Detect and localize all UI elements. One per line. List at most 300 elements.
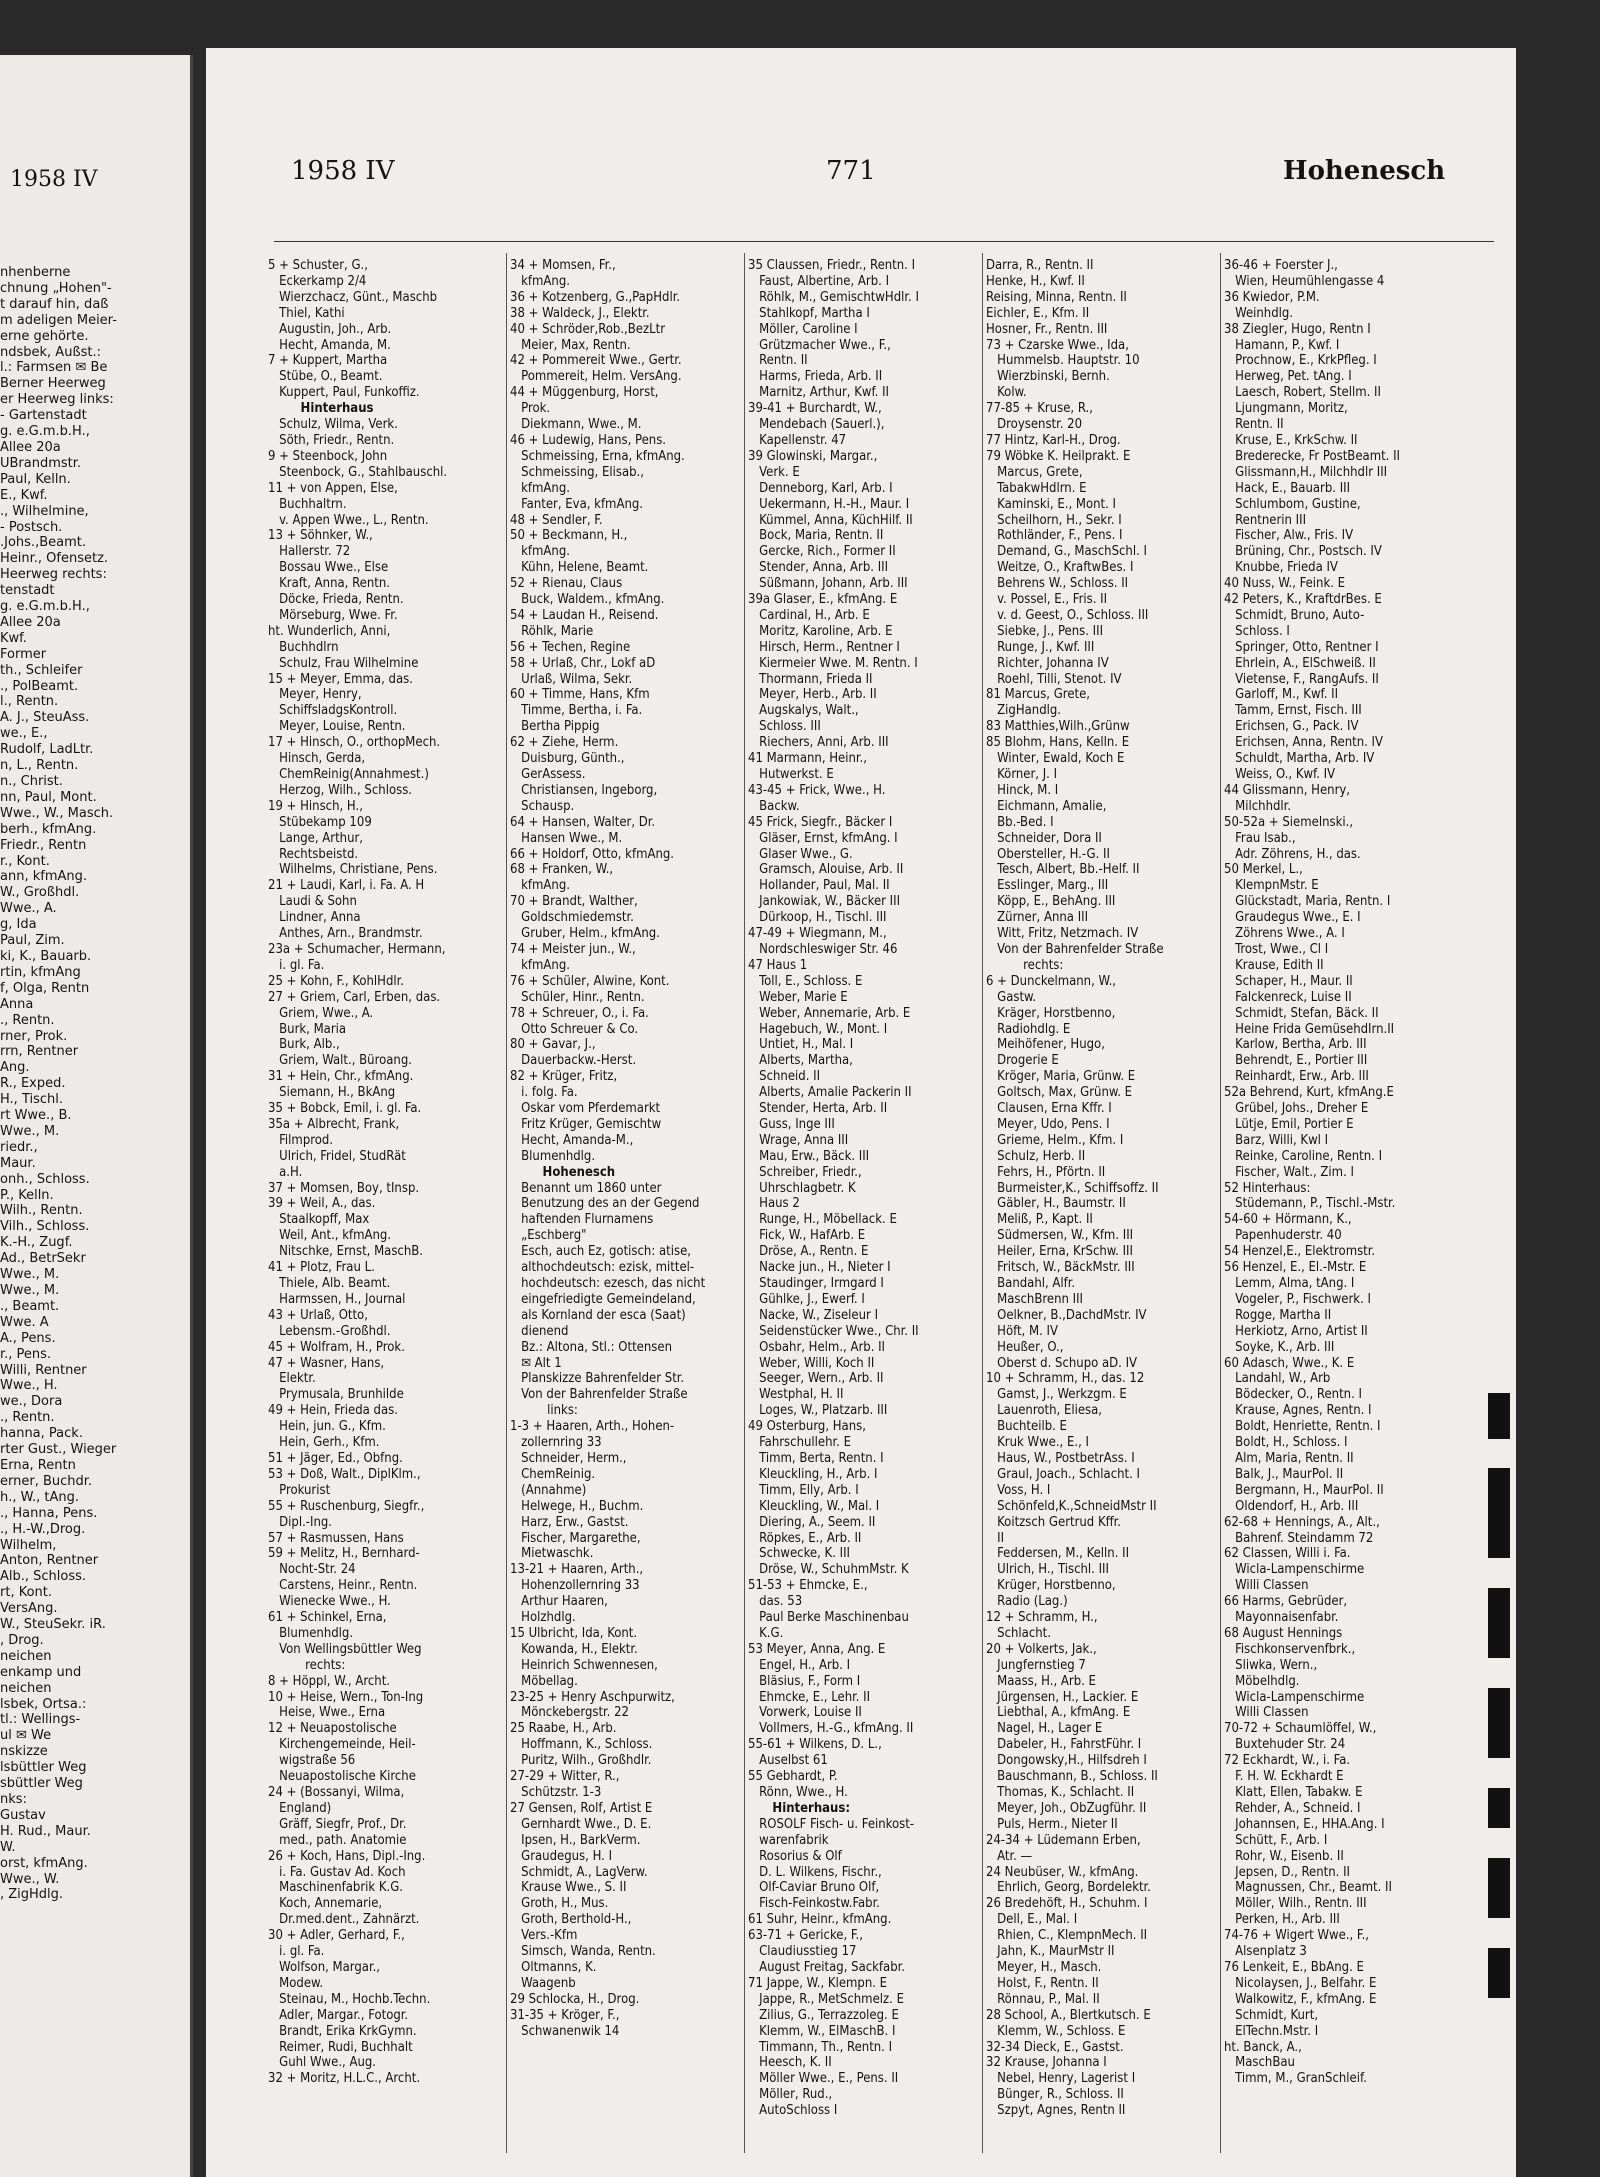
directory-entry-line: II — [986, 1530, 1005, 1546]
directory-entry-line: .Johs.,Beamt. — [0, 535, 86, 551]
directory-entry-line: rrn, Rentner — [0, 1044, 79, 1060]
directory-entry-line: MaschBau — [1224, 2055, 1295, 2071]
directory-entry-line: ChemReinig(Annahmest.) — [268, 767, 429, 782]
directory-entry-line: 32 + Moritz, H.L.C., Archt. — [268, 2071, 421, 2087]
directory-entry-line: Willi, Rentner — [0, 1362, 87, 1378]
directory-entry-line: Blumenhdlg. — [268, 1625, 354, 1641]
directory-entry-line: Ehmcke, E., Lehr. II — [748, 1689, 871, 1705]
directory-entry-line: Runge, H., Möbellack. E — [748, 1212, 897, 1228]
directory-entry-line: Herkiotz, Arno, Artist II — [1224, 1323, 1368, 1339]
directory-entry-line: erner, Buchdr. — [0, 1473, 93, 1489]
directory-entry-line: lsbüttler Weg — [0, 1760, 87, 1776]
directory-entry-line: Seeger, Wern., Arb. II — [748, 1371, 884, 1387]
directory-entry-line: rter Gust., Wieger — [0, 1442, 117, 1458]
directory-entry-line: l., Rentn. — [0, 694, 59, 710]
directory-entry-line: Staalkopff, Max — [268, 1212, 370, 1228]
directory-entry-line: Nebel, Henry, Lagerist I — [986, 2071, 1136, 2087]
directory-entry-line: 6 + Dunckelmann, W., — [986, 973, 1117, 989]
directory-entry-line: A., Pens. — [0, 1330, 56, 1346]
directory-entry-line: Krüger, Horstbenno, — [986, 1578, 1116, 1594]
directory-entry-line: D. L. Wilkens, Fischr., — [748, 1864, 882, 1880]
directory-entry-line: Koch, Annemarie, — [268, 1896, 383, 1912]
directory-entry-line: MaschBrenn III — [986, 1291, 1083, 1307]
directory-entry-line: Arthur Haaren, — [510, 1594, 608, 1610]
directory-entry-line: 39 + Weil, A., das. — [268, 1196, 376, 1212]
directory-entry-line: 32 Krause, Johanna I — [986, 2055, 1107, 2071]
directory-entry-line: Wienecke Wwe., H. — [268, 1594, 391, 1610]
directory-entry-line: 54 + Laudan H., Reisend. — [510, 607, 659, 623]
directory-entry-line: Wien, Heumühlengasse 4 — [1224, 273, 1385, 289]
directory-entry-line: Gäbler, H., Baumstr. II — [986, 1196, 1126, 1212]
directory-entry-line: nhenberne — [0, 265, 71, 280]
directory-entry-line: Jappe, R., MetSchmelz. E — [748, 1991, 904, 2007]
directory-entry-line: Fahrschullehr. E — [748, 1435, 851, 1451]
directory-entry-line: Bz.: Altona, Stl.: Ottensen — [510, 1339, 672, 1355]
directory-entry-line: Filmprod. — [268, 1132, 334, 1148]
directory-entry-line: P., Kelln. — [0, 1187, 54, 1203]
directory-entry-line: Wwe., M. — [0, 1283, 60, 1298]
directory-entry-line: 15 + Meyer, Emma, das. — [268, 671, 413, 687]
directory-entry-line: Griem, Wwe., A. — [268, 1005, 374, 1021]
directory-entry-line: Stahlkopf, Martha I — [748, 305, 870, 321]
directory-entry-line: 83 Matthies,Wilh.,Grünw — [986, 719, 1130, 735]
directory-entry-line: 17 + Hinsch, O., orthopMech. — [268, 735, 441, 751]
directory-entry-line: Schulz, Wilma, Verk. — [268, 417, 398, 433]
directory-entry-line: 44 + Müggenburg, Horst, — [510, 385, 659, 401]
directory-entry-line: Schausp. — [510, 798, 575, 814]
directory-entry-line: Groth, H., Mus. — [510, 1896, 609, 1912]
directory-entry-line: Dabeler, H., FahrstFühr. I — [986, 1737, 1142, 1753]
directory-entry-line: Thormann, Frieda II — [748, 671, 873, 687]
directory-entry-line: 61 + Schinkel, Erna, — [268, 1610, 387, 1626]
directory-entry-line: Barz, Willi, Kwl I — [1224, 1132, 1329, 1148]
directory-entry-line: Mayonnaisenfabr. — [1224, 1610, 1339, 1626]
directory-entry-line: W., SteuSekr. iR. — [0, 1617, 106, 1633]
directory-entry-line: Trost, Wwe., Cl I — [1224, 941, 1329, 957]
directory-entry-line: Rothländer, F., Pens. I — [986, 528, 1123, 544]
directory-entry-line: Mietwaschk. — [510, 1546, 594, 1562]
left-page-header: 1958 IV — [10, 167, 98, 192]
directory-entry-line: Röhlk, M., GemischtwHdlr. I — [748, 289, 919, 305]
directory-entry-line: Magnussen, Chr., Beamt. II — [1224, 1880, 1392, 1896]
directory-entry-line: F. H. W. Eckhardt E — [1224, 1769, 1344, 1785]
directory-entry-line: Von Wellingsbüttler Weg — [268, 1641, 422, 1657]
directory-entry-line: Tesch, Albert, Bb.-Helf. II — [986, 862, 1140, 878]
directory-entry-line: Fisch-Feinkostw.Fabr. — [748, 1896, 880, 1912]
directory-entry-line: August Freitag, Sackfabr. — [748, 1959, 905, 1975]
directory-entry-line: Mönckebergstr. 22 — [510, 1705, 629, 1721]
directory-entry-line: Döcke, Frieda, Rentn. — [268, 592, 404, 608]
directory-entry-line: Prochnow, E., KrkPfleg. I — [1224, 353, 1377, 369]
directory-entry-line: 73 + Czarske Wwe., Ida, — [986, 337, 1129, 353]
directory-entry-line: Buxtehuder Str. 24 — [1224, 1737, 1346, 1753]
directory-entry-line: Südmersen, W., Kfm. III — [986, 1228, 1134, 1244]
directory-entry-line: Möller, Wilh., Rentn. III — [1224, 1896, 1367, 1912]
directory-entry-line: nskizze — [0, 1744, 48, 1760]
directory-entry-line: Klemm, W., Schloss. E — [986, 2023, 1126, 2039]
directory-entry-line: 72 Eckhardt, W., i. Fa. — [1224, 1753, 1351, 1769]
directory-entry-line: Zürner, Anna III — [986, 910, 1089, 926]
directory-entry-line: 46 + Ludewig, Hans, Pens. — [510, 432, 667, 448]
directory-entry-line: W. — [0, 1839, 16, 1855]
directory-entry-line: Hagebuch, W., Mont. I — [748, 1021, 888, 1037]
directory-entry-line: Bergmann, H., MaurPol. II — [1224, 1482, 1384, 1498]
directory-entry-line: Schwecke, K. III — [748, 1546, 850, 1562]
directory-entry-line: eingefriedigte Gemeindeland, — [510, 1291, 696, 1307]
directory-entry-line: 41 + Plotz, Frau L. — [268, 1260, 375, 1276]
directory-entry-line: Paul, Kelln. — [0, 471, 71, 487]
directory-entry-line: Rohr, W., Eisenb. II — [1224, 1848, 1344, 1864]
directory-entry-line: Thiel, Kathi — [268, 305, 345, 321]
directory-entry-line: Rentn. II — [748, 353, 808, 369]
directory-entry-line: Dröse, A., Rentn. E — [748, 1244, 869, 1260]
directory-entry-line: 51 + Jäger, Ed., Obfng. — [268, 1450, 403, 1466]
directory-entry-line: lsbek, Ortsa.: — [0, 1696, 87, 1712]
directory-entry-line: nks: — [0, 1792, 27, 1807]
directory-entry-line: Meliß, P., Kapt. II — [986, 1212, 1093, 1228]
directory-entry-line: Erichsen, G., Pack. IV — [1224, 719, 1359, 735]
directory-entry-line: Fischer, Margarethe, — [510, 1530, 641, 1546]
directory-entry-line: ChemReinig. — [510, 1466, 596, 1482]
directory-entry-line: Radio (Lag.) — [986, 1594, 1068, 1610]
directory-entry-line: Kolw. — [986, 385, 1027, 401]
directory-entry-line: 66 + Holdorf, Otto, kfmAng. — [510, 846, 675, 862]
directory-entry-line: kfmAng. — [510, 878, 570, 894]
directory-entry-line: Reimer, Rudi, Buchhalt — [268, 2039, 413, 2055]
directory-entry-line: Harmssen, H., Journal — [268, 1291, 406, 1307]
directory-entry-line: Guss, Inge III — [748, 1116, 835, 1132]
directory-entry-line: Untiet, H., Mal. I — [748, 1037, 854, 1053]
directory-entry-line: erne gehörte. — [0, 328, 89, 344]
directory-entry-line: Meier, Max, Rentn. — [510, 337, 631, 353]
directory-entry-line: K.G. — [748, 1625, 784, 1641]
directory-entry-line: Schmeissing, Erna, kfmAng. — [510, 448, 685, 464]
directory-entry-line: we., Dora — [0, 1394, 63, 1410]
directory-entry-line: Alm, Maria, Rentn. II — [1224, 1450, 1354, 1466]
directory-entry-line: Stender, Herta, Arb. II — [748, 1101, 888, 1117]
directory-entry-line: 35 + Bobck, Emil, i. gl. Fa. — [268, 1101, 422, 1117]
directory-entry-line: Maschinenfabrik K.G. — [268, 1880, 404, 1896]
directory-entry-line: 27 + Griem, Carl, Erben, das. — [268, 989, 441, 1005]
directory-entry-line: 59 + Melitz, H., Bernhard- — [268, 1546, 420, 1562]
directory-entry-line: Gläser, Ernst, kfmAng. I — [748, 830, 898, 846]
column-5 — [1224, 258, 1468, 2087]
page-number: 771 — [826, 156, 876, 186]
directory-entry-line: Weinhdlg. — [1224, 305, 1294, 321]
directory-entry-line: Henke, H., Kwf. II — [986, 273, 1085, 289]
directory-entry-line: Steinau, M., Hochb.Techn. — [268, 1991, 431, 2007]
directory-entry-line: Jahn, K., MaurMstr II — [986, 1944, 1115, 1960]
directory-entry-line: 42 Peters, K., KraftdrBes. E — [1224, 592, 1382, 608]
directory-entry-line: onh., Schloss. — [0, 1171, 90, 1187]
directory-entry-line: Papenhuderstr. 40 — [1224, 1228, 1342, 1244]
directory-entry-line: 15 Ulbricht, Ida, Kont. — [510, 1625, 638, 1641]
directory-entry-line: Roehl, Tilli, Stenot. IV — [986, 671, 1122, 687]
directory-entry-line: Nagel, H., Lager E — [986, 1721, 1103, 1737]
directory-entry-line: Olf-Caviar Bruno Olf, — [748, 1880, 880, 1896]
directory-entry-line: 24-34 + Lüdemann Erben, — [986, 1832, 1141, 1848]
directory-entry-line: Vers.-Kfm — [510, 1928, 578, 1944]
directory-entry-line: Pommereit, Helm. VersAng. — [510, 369, 682, 385]
directory-entry-line: Cardinal, H., Arb. E — [748, 607, 870, 623]
directory-entry-line: Klemm, W., ElMaschB. I — [748, 2023, 896, 2039]
directory-entry-line: Hein, jun. G., Kfm. — [268, 1419, 386, 1435]
directory-entry-line: Nacke jun., H., Nieter I — [748, 1260, 891, 1276]
directory-entry-line: K.-H., Zugf. — [0, 1235, 73, 1251]
directory-entry-line: wigstraße 56 — [268, 1753, 356, 1769]
directory-entry-line: 24 + (Bossanyi, Wilma, — [268, 1785, 405, 1800]
directory-entry-line: , Drog. — [0, 1632, 44, 1648]
directory-entry-line: Harms, Frieda, Arb. II — [748, 369, 883, 385]
column-4 — [986, 258, 1218, 2119]
directory-entry-line: Ad., BetrSekr — [0, 1251, 86, 1267]
directory-entry-line: Zöhrens Wwe., A. I — [1224, 926, 1345, 942]
directory-entry-line: Drogerie E — [986, 1053, 1059, 1069]
directory-entry-line: Bödecker, O., Rentn. I — [1224, 1387, 1362, 1403]
directory-entry-line: Carstens, Heinr., Rentn. — [268, 1578, 418, 1594]
directory-entry-line: 85 Blohm, Hans, Kelln. E — [986, 735, 1130, 751]
directory-entry-line: Wwe. A — [0, 1314, 49, 1330]
directory-entry-line: Willi Classen — [1224, 1578, 1309, 1594]
directory-entry-line: Heinr., Ofensetz. — [0, 551, 109, 567]
directory-entry-line: Diekmann, Wwe., M. — [510, 417, 642, 433]
directory-entry-line: Former — [0, 646, 47, 662]
directory-entry-line: Reising, Minna, Rentn. II — [986, 289, 1127, 305]
directory-entry-line: 63-71 + Gericke, F., — [748, 1928, 863, 1944]
directory-entry-line: Gercke, Rich., Former II — [748, 544, 896, 560]
directory-entry-line: Lemm, Alma, tAng. I — [1224, 1276, 1355, 1291]
directory-entry-line: Szpyt, Agnes, Rentn II — [986, 2103, 1126, 2119]
directory-entry-line: Schmidt, A., LagVerw. — [510, 1864, 648, 1880]
directory-entry-line: 26 Bredehöft, H., Schuhm. I — [986, 1896, 1148, 1912]
directory-entry-line: Schaper, H., Maur. II — [1224, 973, 1353, 989]
directory-entry-line: 76 Lenkeit, E., BbAng. E — [1224, 1959, 1364, 1975]
directory-entry-line: Gernhardt Wwe., D. E. — [510, 1816, 652, 1832]
directory-entry-line: Ehrlein, A., ElSchweiß. II — [1224, 655, 1376, 671]
directory-entry-line: t darauf hin, daß — [0, 296, 109, 312]
directory-entry-line: 52a Behrend, Kurt, kfmAng.E — [1224, 1085, 1394, 1101]
directory-entry-line: Alberts, Martha, — [748, 1053, 853, 1069]
directory-entry-line: sbüttler Weg — [0, 1776, 83, 1792]
directory-entry-line: 55 + Ruschenburg, Siegfr., — [268, 1498, 425, 1514]
directory-entry-line: Springer, Otto, Rentner I — [1224, 639, 1379, 655]
directory-entry-line: Wwe., W., Masch. — [0, 805, 114, 821]
directory-entry-line: Marnitz, Arthur, Kwf. II — [748, 385, 889, 401]
directory-entry-line: Griem, Walt., Büroang. — [268, 1053, 412, 1069]
directory-entry-line: ., Rentn. — [0, 1410, 55, 1426]
directory-entry-line: Alb., Schloss. — [0, 1569, 87, 1585]
directory-entry-line: Oelkner, B.,DachdMstr. IV — [986, 1307, 1147, 1323]
directory-entry-line: Schreiber, Friedr., — [748, 1164, 862, 1180]
left-page-text — [0, 265, 190, 1903]
directory-entry-line: Herzog, Wilh., Schloss. — [268, 782, 412, 798]
directory-entry-line: g, Ida — [0, 917, 37, 933]
directory-entry-line: Meyer, Louise, Rentn. — [268, 719, 406, 735]
directory-entry-line: Graudegus Wwe., E. I — [1224, 910, 1361, 926]
directory-entry-line: 25 Raabe, H., Arb. — [510, 1721, 617, 1737]
left-page-fragment — [0, 55, 193, 2177]
directory-entry-line: i. gl. Fa. — [268, 1944, 325, 1960]
directory-entry-line: 44 Glissmann, Henry, — [1224, 782, 1351, 798]
directory-entry-line: chnung „Hohen"- — [0, 280, 112, 296]
directory-entry-line: Behrendt, E., Portier III — [1224, 1053, 1368, 1069]
directory-entry-line: GerAssess. — [510, 767, 586, 782]
directory-entry-line: Atr. — — [986, 1848, 1033, 1864]
directory-entry-line: rtin, kfmAng — [0, 964, 81, 980]
directory-entry-line: enkamp und — [0, 1664, 82, 1680]
directory-entry-line: Christiansen, Ingeborg, — [510, 782, 658, 798]
directory-entry-line: Schönfeld,K.,SchneidMstr II — [986, 1498, 1157, 1514]
directory-entry-line: Wierzbinski, Bernh. — [986, 369, 1110, 385]
directory-entry-line: Erna, Rentn — [0, 1457, 76, 1473]
directory-entry-line: Darra, R., Rentn. II — [986, 258, 1094, 273]
directory-entry-line: v. d. Geest, O., Schloss. III — [986, 607, 1149, 623]
directory-entry-line: Heiler, Erna, KrSchw. III — [986, 1244, 1133, 1260]
directory-entry-line: Boldt, Henriette, Rentn. I — [1224, 1419, 1381, 1435]
directory-entry-line: 7 + Kuppert, Martha — [268, 353, 388, 369]
directory-entry-line: Fick, W., HafArb. E — [748, 1228, 866, 1244]
directory-entry-line: Duisburg, Günth., — [510, 751, 625, 767]
directory-entry-line: 42 + Pommereit Wwe., Gertr. — [510, 353, 682, 369]
directory-entry-line: Hoffmann, K., Schloss. — [510, 1737, 653, 1753]
directory-entry-line: Otto Schreuer & Co. — [510, 1021, 639, 1037]
directory-entry-line: Nitschke, Ernst, MaschB. — [268, 1244, 424, 1260]
directory-entry-line: Hutwerkst. E — [748, 767, 834, 782]
directory-entry-line: Esslinger, Marg., III — [986, 878, 1109, 894]
directory-entry-line: Fischkonservenfbrk., — [1224, 1641, 1356, 1657]
directory-entry-line: Groth, Berthold-H., — [510, 1912, 632, 1928]
directory-entry-line: Puritz, Wilh., Großhdlr. — [510, 1753, 652, 1769]
directory-entry-line: Kraft, Anna, Rentn. — [268, 576, 390, 592]
directory-entry-line: Vietense, F., RangAufs. II — [1224, 671, 1379, 687]
directory-entry-line: Wolfson, Margar., — [268, 1959, 381, 1975]
directory-entry-line: 77 Hintz, Karl-H., Drog. — [986, 432, 1121, 448]
directory-entry-line: ✉ Alt 1 — [510, 1355, 562, 1371]
directory-entry-line: Körner, J. I — [986, 767, 1058, 782]
directory-entry-line: 24 Neubüser, W., kfmAng. — [986, 1864, 1139, 1880]
directory-entry-line: Süßmann, Johann, Arb. III — [748, 576, 908, 592]
directory-entry-line: berh., kfmAng. — [0, 821, 97, 837]
directory-entry-line: Schloss. III — [748, 719, 821, 735]
directory-entry-line: Weber, Annemarie, Arb. E — [748, 1005, 911, 1021]
directory-entry-line: Gräff, Siegfr, Prof., Dr. — [268, 1816, 407, 1832]
directory-entry-line: Engel, H., Arb. I — [748, 1657, 851, 1673]
directory-entry-line: 64 + Hansen, Walter, Dr. — [510, 814, 656, 830]
directory-entry-line: Bock, Maria, Rentn. II — [748, 528, 884, 544]
directory-entry-line: Schmidt, Kurt, — [1224, 2007, 1319, 2023]
directory-entry-line: 36 Kwiedor, P.M. — [1224, 289, 1320, 305]
directory-entry-line: Puls, Herm., Nieter II — [986, 1816, 1118, 1832]
directory-entry-line: Köpp, E., BehAng. III — [986, 894, 1116, 910]
directory-entry-line: Oltmanns, K. — [510, 1959, 597, 1975]
directory-entry-line: Frau Isab., — [1224, 830, 1296, 846]
directory-entry-line: Herweg, Pet. tAng. I — [1224, 369, 1352, 385]
directory-entry-line: 51-53 + Ehmcke, E., — [748, 1578, 868, 1594]
directory-entry-line: Nocht-Str. 24 — [268, 1562, 356, 1578]
directory-entry-line: Koitzsch Gertrud Kffr. — [986, 1514, 1121, 1530]
directory-entry-line: Maur. — [0, 1155, 36, 1171]
directory-entry-line: ., Beamt. — [0, 1298, 60, 1314]
directory-entry-line: H. Rud., Maur. — [0, 1823, 91, 1839]
directory-entry-line: m adeligen Meier- — [0, 312, 117, 328]
directory-entry-line: Lange, Arthur, — [268, 830, 364, 846]
directory-entry-line: Timmann, Th., Rentn. I — [748, 2039, 893, 2055]
directory-entry-line: Rudolf, LadLtr. — [0, 742, 94, 758]
directory-entry-line: Mendebach (Sauerl.), — [748, 417, 885, 433]
directory-entry-line: neichen — [0, 1648, 52, 1664]
directory-entry-line: v. Appen Wwe., L., Rentn. — [268, 512, 429, 528]
directory-entry-line: Steenbock, G., Stahlbauschl. — [268, 464, 448, 480]
directory-entry-line: AutoSchloss I — [748, 2103, 838, 2119]
directory-entry-line: Röpkes, E., Arb. II — [748, 1530, 862, 1546]
directory-entry-line: Vilh., Schloss. — [0, 1219, 90, 1235]
directory-entry-line: Brüning, Chr., Postsch. IV — [1224, 544, 1382, 560]
directory-entry-line: Möbelhdlg. — [1224, 1673, 1300, 1689]
directory-entry-line: Radiohdlg. E — [986, 1021, 1071, 1037]
directory-entry-line: Alberts, Amalie Packerin II — [748, 1085, 912, 1101]
directory-entry-line: Rehder, A., Schneid. I — [1224, 1800, 1361, 1816]
directory-entry-line: 68 August Hennings — [1224, 1625, 1343, 1641]
directory-entry-line: 62 + Ziehe, Herm. — [510, 735, 619, 751]
directory-entry-line: 28 School, A., Blertkutsch. E — [986, 2007, 1151, 2023]
directory-entry-line: Blumenhdlg. — [510, 1148, 596, 1164]
directory-entry-line: Paul, Zim. — [0, 933, 65, 949]
directory-entry-line: 57 + Rasmussen, Hans — [268, 1530, 404, 1546]
directory-entry-line: ., PolBeamt. — [0, 678, 79, 694]
directory-entry-line: rt Wwe., B. — [0, 1108, 72, 1124]
directory-entry-line: Esch, auch Ez, gotisch: atise, — [510, 1244, 691, 1260]
directory-entry-line: 39 Glowinski, Margar., — [748, 448, 878, 464]
directory-entry-line: Krause, Agnes, Rentn. I — [1224, 1403, 1372, 1419]
directory-entry-line: Stüdemann, P., Tischl.-Mstr. — [1224, 1196, 1396, 1212]
directory-entry-line: kfmAng. — [510, 480, 570, 496]
directory-entry-line: Harz, Erw., Gastst. — [510, 1514, 629, 1530]
directory-entry-line: Von der Bahrenfelder Straße — [986, 941, 1164, 957]
directory-entry-line: h., W., tAng. — [0, 1489, 80, 1505]
directory-entry-line: Boldt, H., Schloss. I — [1224, 1435, 1348, 1451]
directory-entry-line: Karlow, Bertha, Arb. III — [1224, 1037, 1367, 1053]
directory-entry-line: Fritsch, W., BäckMstr. III — [986, 1260, 1135, 1276]
edge-marker — [1488, 1948, 1510, 1998]
directory-entry-line: Hecht, Amanda-M., — [510, 1132, 634, 1148]
directory-entry-line: Bauschmann, B., Schloss. II — [986, 1769, 1158, 1785]
directory-entry-line: Heerweg rechts: — [0, 567, 107, 583]
directory-entry-line: - Postsch. — [0, 519, 63, 535]
column-2 — [510, 258, 742, 2040]
directory-entry-line: 50 + Beckmann, H., — [510, 528, 628, 544]
directory-entry-line: 21 + Laudi, Karl, i. Fa. A. H — [268, 878, 425, 894]
directory-entry-line: Wwe., M. — [0, 1123, 60, 1139]
directory-entry-line: haftenden Flurnamens — [510, 1212, 654, 1228]
directory-entry-line: Jankowiak, W., Bäcker III — [748, 894, 901, 910]
directory-entry-line: Dongowsky,H., Hilfsdreh I — [986, 1753, 1147, 1769]
directory-entry-line: Willi Classen — [1224, 1705, 1309, 1721]
directory-entry-line: Timm, Elly, Arb. I — [748, 1482, 859, 1498]
directory-entry-line: Kümmel, Anna, KüchHilf. II — [748, 512, 913, 528]
directory-entry-line: Kleuckling, W., Mal. I — [748, 1498, 880, 1514]
directory-entry-line: Obersteller, H.-G. II — [986, 846, 1110, 862]
directory-entry-line: Wicla-Lampenschirme — [1224, 1562, 1365, 1578]
directory-entry-line: rechts: — [986, 957, 1064, 973]
directory-entry-line: Reinhardt, Erw., Arb. III — [1224, 1069, 1369, 1085]
directory-entry-line: , ZigHdlg. — [0, 1887, 64, 1903]
directory-entry-line: Hansen Wwe., M. — [510, 830, 623, 846]
directory-entry-line: Glaser Wwe., G. — [748, 846, 853, 862]
directory-entry-line: Riechers, Anni, Arb. III — [748, 735, 889, 751]
directory-entry-line: i. folg. Fa. — [510, 1085, 578, 1101]
directory-entry-line: Gastw. — [986, 989, 1037, 1005]
directory-entry-line: 48 + Sendler, F. — [510, 512, 603, 528]
